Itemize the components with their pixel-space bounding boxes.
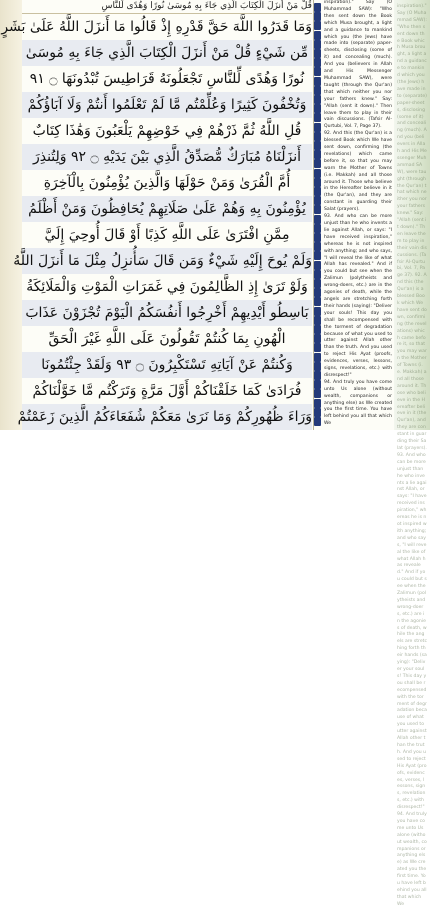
line-marker <box>314 297 321 306</box>
line-marker <box>314 389 321 398</box>
line-marker <box>314 362 321 371</box>
english-translation-column <box>322 0 394 430</box>
line-marker <box>314 178 321 187</box>
arabic-line: نُورًا وَهُدًى لِّلنَّاسِ تَجْعَلُونَهُ قَرَاطِيسَ تُبْدُونَهَا ۝ ٩١ <box>29 71 305 87</box>
line-marker <box>314 343 321 352</box>
arabic-line: مِّن شَيْءٍ قُلْ مَنْ أَنزَلَ الْكِتَابَ الَّذِي جَاءَ بِهِ مُوسَىٰ <box>22 40 312 66</box>
line-marker <box>314 316 321 325</box>
line-marker <box>314 86 321 95</box>
line-marker <box>314 270 321 279</box>
line-marker <box>314 334 321 343</box>
line-marker <box>314 49 321 58</box>
margin-text-shadow: inspiration)." Say (O Muhammad SAW): "Who then sent down the Book which Musa brought, a light and a guidance to mankind which you (the Jews) have made into (separate) paper-sheets, disclosing (some of it) and concealing (much). And you (believers in Allah and His Messenger Muhammad SAW), were taught (through the Qur'an) that which neither you nor your fathers knew." Say: "Allah (sent it down)." Then leave them to play in their vain discussions. (Tafsir Al-Qurtubi, Vol. 7, Page 37). 92. And this (the Qur'an) is a blessed Book which We have sent down, confirming (the revelations) which came before it, so that you may warn the Mother of Towns (i.e. Makkah) and all those around it. Those who believe in the Hereafter believe in it (the Qur'an), and they are constant in guarding their Salat (prayers). 93. And who can be more unjust than he who invents a lie against Allah, or says: "I have received inspiration," whereas he is not inspired with anything; and who says, "I will reveal the like of what Allah has revealed." And if you could but see when the Zalimun (polytheists and wrong-doers, etc.) are in the agonies of death, while the angels are stretching forth their hands (saying): "Deliver your souls! This day you shall be recompensed with the torment of degradation because of what you used to utter against Allah other than the truth. And you used to reject His Ayat (proofs, evidences, verses, lessons, signs, revelations, etc.) with disrespect!" 94. And truly you have come unto Us alone (without wealth, companions or anything else) as We created you the first time. You have left behind you all that which We <box>397 4 427 907</box>
page-edge <box>0 0 22 430</box>
arabic-line: مِمَّنِ افْتَرَىٰ عَلَى اللَّهِ كَذِبًا أَوْ قَالَ أُوحِيَ إِلَيَّ <box>44 227 290 243</box>
arabic-line: قُلِ اللَّهُ ثُمَّ ذَرْهُمْ فِي خَوْضِهِمْ يَلْعَبُونَ وَهَٰذَا كِتَابٌ <box>32 123 302 139</box>
line-marker <box>314 205 321 214</box>
line-marker <box>314 224 321 233</box>
line-marker <box>314 279 321 288</box>
line-marker <box>314 261 321 270</box>
line-marker <box>314 58 321 67</box>
line-marker <box>314 40 321 49</box>
line-marker <box>314 123 321 132</box>
line-marker <box>314 113 321 122</box>
arabic-line: وَرَاءَ ظُهُورِكُمْ وَمَا نَرَىٰ مَعَكُمْ شُفَعَاءَكُمُ الَّذِينَ زَعَمْتُمْ <box>22 404 312 430</box>
arabic-line: وَلَوْ تَرَىٰ إِذِ الظَّالِمُونَ فِي غَمَرَاتِ الْمَوْتِ وَالْمَلَائِكَةُ <box>26 279 308 295</box>
line-marker <box>314 353 321 362</box>
line-marker <box>314 371 321 380</box>
arabic-line: وَتُخْفُونَ كَثِيرًا وَعُلِّمْتُم مَّا لَمْ تَعْلَمُوا أَنتُمْ وَلَا آبَاؤُكُمْ <box>22 92 312 118</box>
arabic-line: الْهُونِ بِمَا كُنتُمْ تَقُولُونَ عَلَى اللَّهِ غَيْرَ الْحَقِّ <box>48 331 286 347</box>
line-marker <box>314 159 321 168</box>
line-marker <box>314 67 321 76</box>
line-marker <box>314 233 321 242</box>
arabic-line: أُمَّ الْقُرَىٰ وَمَنْ حَوْلَهَا وَالَّذِينَ يُؤْمِنُونَ بِالْآخِرَةِ <box>43 175 291 191</box>
recitation-markers <box>314 0 322 430</box>
arabic-line: يُؤْمِنُونَ بِهِ وَهُمْ عَلَىٰ صَلَاتِهِمْ يُحَافِظُونَ وَمَنْ أَظْلَمُ <box>22 196 312 222</box>
arabic-line: وَلَمْ يُوحَ إِلَيْهِ شَيْءٌ وَمَن قَالَ سَأُنزِلُ مِثْلَ مَا أَنزَلَ اللَّهُ <box>22 248 312 274</box>
translation-paragraph: 94. And truly you have come unto Us alone (without wealth, companions or anything else) as We created you the first time. You have left behind you all that which We <box>324 379 392 427</box>
arabic-line: فُرَادَىٰ كَمَا خَلَقْنَاكُمْ أَوَّلَ مَرَّةٍ وَتَرَكْتُم مَّا خَوَّلْنَاكُمْ <box>32 383 302 399</box>
arabic-line: وَمَا قَدَرُوا اللَّهَ حَقَّ قَدْرِهِ إِذْ قَالُوا مَا أَنزَلَ اللَّهُ عَلَىٰ بَشَرٍ <box>1 19 312 35</box>
line-marker <box>314 399 321 408</box>
line-marker <box>314 104 321 113</box>
arabic-line: بَاسِطُو أَيْدِيهِمْ أَخْرِجُوا أَنفُسَكُمُ الْيَوْمَ تُجْزَوْنَ عَذَابَ <box>22 300 312 326</box>
translation-paragraph: 92. And this (the Qur'an) is a blessed Book which We have sent down, confirming (the revelations) which came before it, so that you may warn the Mother of Towns (i.e. Makkah) and all those around it. Those who believe in the Hereafter believe in it (the Qur'an), and they are constant in guarding their Salat (prayers). <box>324 131 392 213</box>
line-marker <box>314 21 321 30</box>
line-marker <box>314 95 321 104</box>
line-marker <box>314 12 321 21</box>
arabic-line: أَنزَلْنَاهُ مُبَارَكٌ مُّصَدِّقُ الَّذِي بَيْنَ يَدَيْهِ ۝ ٩٢ وَلِتُنذِرَ <box>22 144 312 170</box>
line-marker <box>314 380 321 389</box>
page-header: قُلْ مَنْ أَنزَلَ الْكِتَابَ الَّذِي جَاءَ بِهِ مُوسَىٰ نُورًا وَهُدًى لِّلنَّاسِ <box>22 0 312 14</box>
line-marker <box>314 141 321 150</box>
line-marker <box>314 150 321 159</box>
line-marker <box>314 3 321 12</box>
line-marker <box>314 288 321 297</box>
line-marker <box>314 196 321 205</box>
line-marker <box>314 169 321 178</box>
arabic-line: وَكُنتُمْ عَنْ آيَاتِهِ تَسْتَكْبِرُونَ ۝ ٩٣ وَلَقَدْ جِئْتُمُونَا <box>22 352 312 378</box>
line-marker <box>314 417 321 426</box>
line-marker <box>314 132 321 141</box>
translation-paragraph: inspiration)." Say (O Muhammad SAW): "Who then sent down the Book which Musa brought, a light and a guidance to mankind which you (the Jews) have made into (separate) paper-sheets, disclosing (some of it) and concealing (much). And you (believers in Allah and His Messenger Muhammad SAW), were taught (through the Qur'an) that which neither you nor your fathers knew." Say: "Allah (sent it down)." Then leave them to play in their vain discussions. (Tafsir Al-Qurtubi, Vol. 7, Page 37). <box>324 0 392 130</box>
line-marker <box>314 408 321 417</box>
line-marker <box>314 307 321 316</box>
arabic-text-column <box>1 14 312 430</box>
line-marker <box>314 77 321 86</box>
line-marker <box>314 242 321 251</box>
line-marker <box>314 31 321 40</box>
line-marker <box>314 325 321 334</box>
side-margin <box>394 0 430 907</box>
translation-paragraph: 93. And who can be more unjust than he who invents a lie against Allah, or says: "I have received inspiration," whereas he is not inspired with anything; and who says, "I will reveal the like of what Allah has revealed." And if you could but see when the Zalimun (polytheists and wrong-doers, etc.) are in the agonies of death, while the angels are stretching forth their hands (saying): "Deliver your souls! This day you shall be recompensed with the torment of degradation because of what you used to utter against Allah other than the truth. And you used to reject His Ayat (proofs, evidences, verses, lessons, signs, revelations, etc.) with disrespect!" <box>324 214 392 378</box>
line-marker <box>314 251 321 260</box>
line-marker <box>314 215 321 224</box>
line-marker <box>314 187 321 196</box>
